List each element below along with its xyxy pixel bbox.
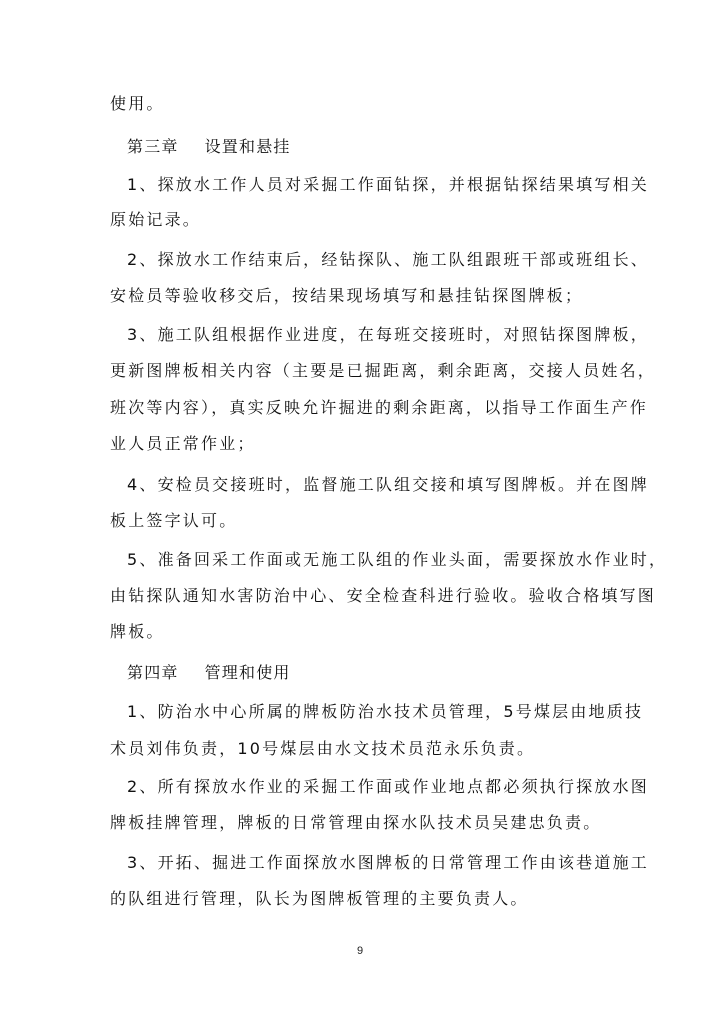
paragraph-line: 3、开拓、掘进工作面探放水图牌板的日常管理工作由该巷道施工 bbox=[127, 853, 649, 872]
paragraph-line: 原始记录。 bbox=[110, 210, 202, 229]
paragraph-line: 安检员等验收移交后，按结果现场填写和悬挂钻探图牌板； bbox=[110, 286, 584, 305]
paragraph-line: 4、安检员交接班时，监督施工队组交接和填写图牌板。并在图牌 bbox=[127, 475, 649, 494]
paragraph-line: 由钻探队通知水害防治中心、安全检查科进行验收。验收合格填写图 bbox=[110, 586, 657, 605]
paragraph-line: 2、所有探放水作业的采掘工作面或作业地点都必须执行探放水图 bbox=[127, 777, 649, 796]
paragraph-line: 3、施工队组根据作业进度，在每班交接班时，对照钻探图牌板， bbox=[127, 325, 649, 344]
chapter-title: 管理和使用 bbox=[204, 663, 291, 682]
paragraph-line: 班次等内容），真实反映允许掘进的剩余距离，以指导工作面生产作 bbox=[110, 398, 649, 417]
chapter-title: 设置和悬挂 bbox=[204, 137, 291, 156]
paragraph-line: 使用。 bbox=[110, 94, 165, 113]
paragraph-line: 5、准备回采工作面或无施工队组的作业头面，需要探放水作业时， bbox=[127, 550, 668, 569]
paragraph-line: 1、探放水工作人员对采掘工作面钻探，并根据钻探结果填写相关 bbox=[127, 175, 649, 194]
paragraph-line: 更新图牌板相关内容（主要是已掘距离，剩余距离，交接人员姓名， bbox=[110, 361, 657, 380]
chapter-label: 第四章 bbox=[127, 663, 179, 682]
paragraph-line: 牌板挂牌管理，牌板的日常管理由探水队技术员吴建忠负责。 bbox=[110, 813, 602, 832]
paragraph-line: 牌板。 bbox=[110, 622, 165, 641]
chapter-heading bbox=[0, 137, 720, 157]
page-number: 9 bbox=[356, 945, 364, 957]
paragraph-line: 业人员正常作业； bbox=[110, 434, 256, 453]
chapter-label: 第三章 bbox=[127, 137, 179, 156]
paragraph-line: 1、防治水中心所属的牌板防治水技术员管理，5号煤层由地质技 bbox=[127, 702, 644, 721]
paragraph-line: 板上签字认可。 bbox=[110, 511, 238, 530]
paragraph-line: 的队组进行管理，队长为图牌板管理的主要负责人。 bbox=[110, 889, 529, 908]
paragraph-line: 术员刘伟负责，10号煤层由水文技术员范永乐负责。 bbox=[110, 739, 536, 758]
chapter-heading bbox=[0, 663, 720, 683]
paragraph-line: 2、探放水工作结束后，经钻探队、施工队组跟班干部或班组长、 bbox=[127, 250, 649, 269]
